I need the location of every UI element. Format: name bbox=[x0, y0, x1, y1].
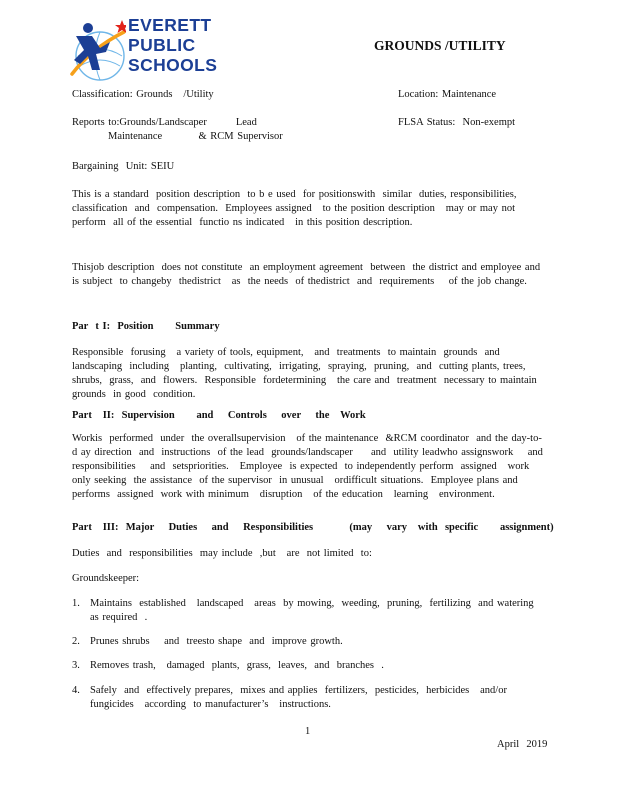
part2-text: Workis performed under the overallsupervision of the maintenance &RCM coordinator and the day-to-d ay direction and instructions of the lead grounds/landscaper and utility leadwho assignswork and responsibilities and setspriorities. Employee is expected to independently perform assigned work only seeking the assistance of the supervisor in unusual ordifficult situations. Employee plans and performs assigned work with minimum disruption of the education learning environment. bbox=[72, 433, 551, 500]
bargaining-unit: Bargaining Unit: SEIU bbox=[72, 161, 175, 172]
part3-heading: Part III: Major Duties and Responsibilities (may vary with specific assignment) bbox=[72, 522, 554, 533]
groundskeeper-label: Groundskeeper: bbox=[72, 573, 140, 584]
document-title: GROUNDS /UTILITY bbox=[374, 38, 506, 53]
logo-text-everett: EVERETT bbox=[128, 15, 212, 35]
duties-intro: Duties and responsibilities may include ,but are not limited to: bbox=[72, 548, 372, 559]
everett-public-schools-logo bbox=[70, 8, 240, 84]
reports-to-line1: Reports to:Grounds/Landscaper Lead bbox=[72, 117, 257, 128]
list-item: Safely and effectively prepares, mixes and applies fertilizers, pesticides, herbicides and/or fungicides according to manufacturer’s instructions. bbox=[90, 685, 511, 710]
list-item-number: 2. bbox=[72, 636, 80, 647]
list-item: Maintains established landscaped areas by mowing, weeding, pruning, fertilizing and watering as required . bbox=[90, 598, 541, 623]
intro-paragraph-2: Thisjob description does not constitute an employment agreement between the district and employee and is subject to changeby thedistrict as the needs of thedistrict and requirements of the job change. bbox=[72, 262, 544, 287]
list-item-number: 1. bbox=[72, 598, 80, 609]
location-label: Location: Maintenance bbox=[398, 89, 497, 100]
flsa-status: FLSA Status: Non-exempt bbox=[398, 117, 516, 128]
footer-date: April 2019 bbox=[497, 739, 548, 750]
runner-globe-icon bbox=[70, 12, 126, 84]
part2-heading: Part II: Supervision and Controls over the Work bbox=[72, 410, 366, 421]
intro-paragraph-1: This is a standard position description to b e used for positionswith similar duties, responsibilities, classification and compensation. Employees assigned to the position description may or may not perform all of the essential functio ns indicated in this position description. bbox=[72, 189, 524, 228]
logo-text-schools: SCHOOLS bbox=[128, 55, 218, 75]
list-item: Prunes shrubs and treesto shape and improve growth. bbox=[90, 636, 343, 647]
logo-text-public: PUBLIC bbox=[128, 35, 196, 55]
page-number: 1 bbox=[305, 726, 311, 737]
list-item-number: 4. bbox=[72, 685, 80, 696]
classification-label: Classification: Grounds /Utility bbox=[72, 89, 214, 100]
part1-heading: Par t I: Position Summary bbox=[72, 321, 220, 332]
reports-to-line2: Maintenance & RCM Supervisor bbox=[108, 131, 283, 142]
list-item-number: 3. bbox=[72, 660, 80, 671]
part1-text: Responsible forusing a variety of tools, equipment, and treatments to maintain grounds and landscaping including planting, cultivating, irrigating, spraying, pruning, and cutting plants, trees, shrubs, grass, and flowers. Responsible fordetermining the care and treatment necessary to maintain grounds in good condition. bbox=[72, 347, 545, 400]
list-item: Removes trash, damaged plants, grass, leaves, and branches . bbox=[90, 660, 384, 671]
